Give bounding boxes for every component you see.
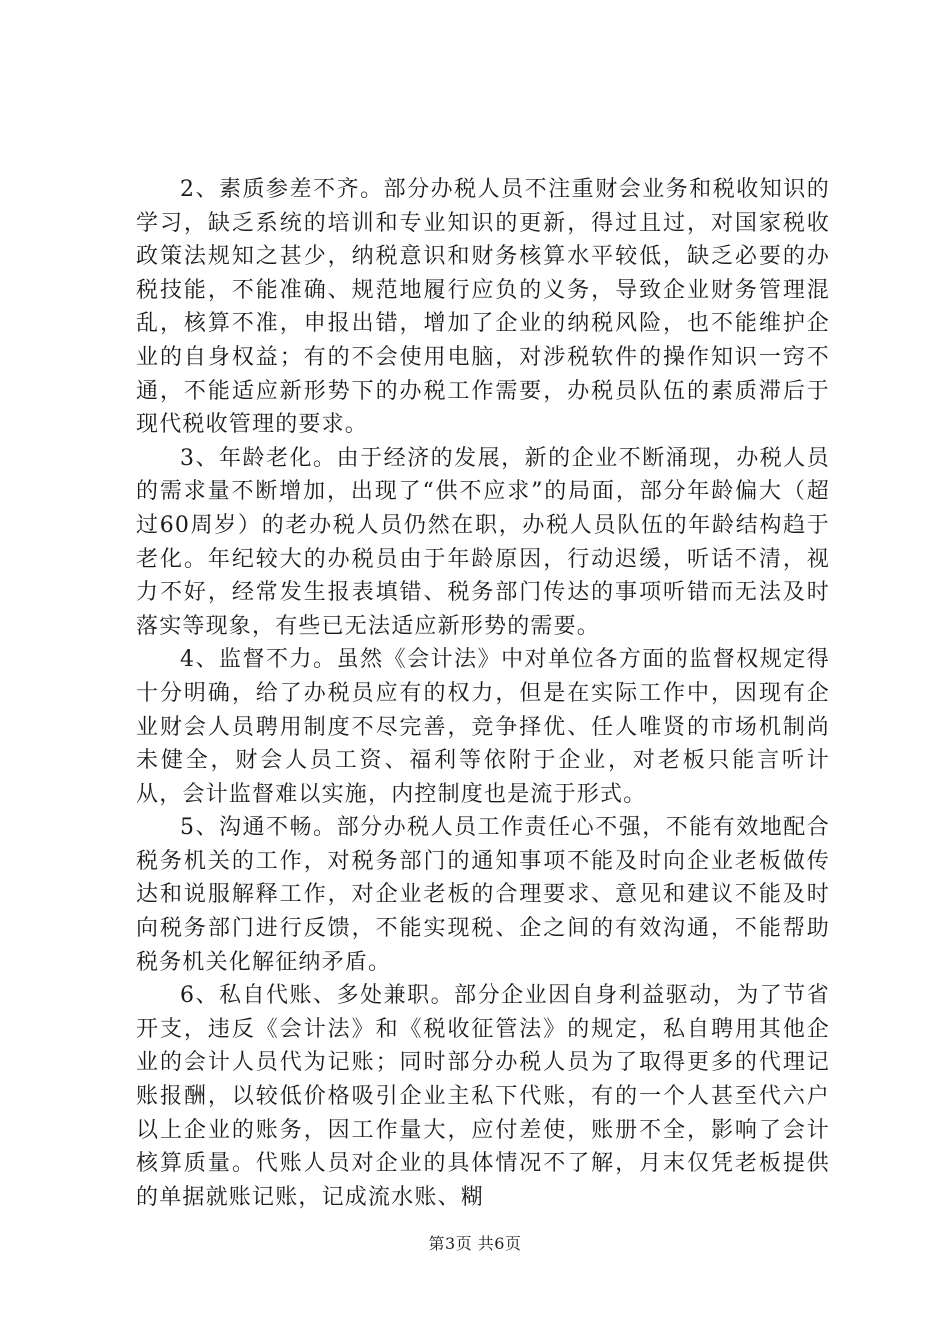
paragraph-5-communication: 5、沟通不畅。部分办税人员工作责任心不强，不能有效地配合税务机关的工作，对税务部门的通知事项不能及时向企业老板做传达和说服解释工作，对企业老板的合理要求、意见和建议不能及时向税务部门进行反馈，不能实现税、企之间的有效沟通，不能帮助税务机关化解征纳矛盾。 <box>136 815 830 975</box>
document-body <box>136 173 830 1214</box>
paragraph-2-quality: 2、素质参差不齐。部分办税人员不注重财会业务和税收知识的学习，缺乏系统的培训和专业知识的更新，得过且过，对国家税收政策法规知之甚少，纳税意识和财务核算水平较低，缺乏必要的办税技能，不能准确、规范地履行应负的义务，导致企业财务管理混乱，核算不准，申报出错，增加了企业的纳税风险，也不能维护企业的自身权益；有的不会使用电脑，对涉税软件的操作知识一窍不通，不能适应新形势下的办税工作需要，办税员队伍的素质滞后于现代税收管理的要求。 <box>136 177 830 438</box>
paragraph-4-supervision: 4、监督不力。虽然《会计法》中对单位各方面的监督权规定得十分明确，给了办税员应有的权力，但是在实际工作中，因现有企业财会人员聘用制度不尽完善，竞争择优、任人唯贤的市场机制尚未健全，财会人员工资、福利等依附于企业，对老板只能言听计从，会计监督难以实施，内控制度也是流于形式。 <box>136 647 830 807</box>
paragraph-6-private-bookkeeping: 6、私自代账、多处兼职。部分企业因自身利益驱动，为了节省开支，违反《会计法》和《税收征管法》的规定，私自聘用其他企业的会计人员代为记账；同时部分办税人员为了取得更多的代理记账报酬，以较低价格吸引企业主私下代账，有的一个人甚至代六户以上企业的账务，因工作量大，应付差使，账册不全，影响了会计核算质量。代账人员对企业的具体情况不了解，月末仅凭老板提供的单据就账记账，记成流水账、糊 <box>136 983 830 1210</box>
page-number-footer: 第3页 共6页 <box>428 1234 522 1253</box>
paragraph-3-aging: 3、年龄老化。由于经济的发展，新的企业不断涌现，办税人员的需求量不断增加，出现了“供不应求”的局面，部分年龄偏大（超过60周岁）的老办税人员仍然在职，办税人员队伍的年龄结构趋于老化。年纪较大的办税员由于年龄原因，行动迟缓，听话不清，视力不好，经常发生报表填错、税务部门传达的事项听错而无法及时落实等现象，有些已无法适应新形势的需要。 <box>136 445 830 639</box>
